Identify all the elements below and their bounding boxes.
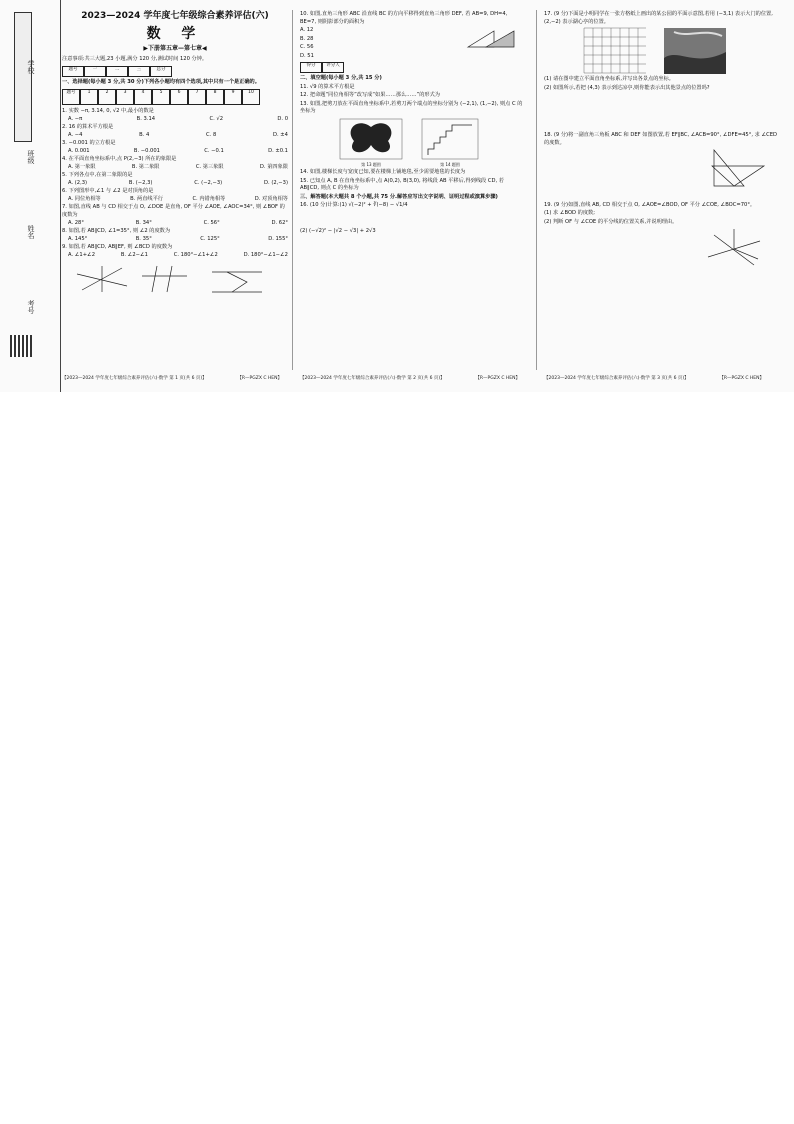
- column-divider: [536, 10, 537, 370]
- stairs-figure: [422, 119, 478, 159]
- exam-sheet: [0, 0, 794, 392]
- question-text: 4. 在平面直角坐标系中,点 P(2,−3) 所在的象限是: [62, 156, 177, 163]
- q10-option-d: D. 51: [300, 52, 314, 59]
- option-choice: A. 28°: [68, 219, 84, 226]
- score-cell: 总分: [150, 66, 172, 77]
- question-options: [62, 220, 288, 228]
- option-choice: A. −π: [68, 115, 83, 122]
- q10-option-a: A. 12: [300, 27, 314, 34]
- option-choice: D. 0: [277, 115, 288, 122]
- option-choice: D. 对顶角相等: [254, 195, 288, 202]
- answer-grid-cell: 6: [170, 89, 188, 105]
- seal-stamp: [14, 12, 32, 142]
- option-choice: A. 0.001: [68, 147, 90, 154]
- question-17: 17. (9 分)下面是小明同学在一张方格纸上画出的某公园的平面示意图,若用 (−3,1) 表示大门的位置,(2,−2) 表示湖心亭的位置。: [544, 11, 773, 25]
- question-item: [62, 140, 288, 155]
- footer-left: 【2023—2024 学年度七年级综合素养评估(六)·数学 第 2 页(共 6 页)】: [300, 376, 445, 381]
- option-choice: D. ±4: [273, 131, 288, 138]
- option-choice: C. 内错角相等: [192, 195, 226, 202]
- question-text: 1. 实数 −π, 3.14, 0, √2 中,最小的数是: [62, 108, 154, 115]
- answer-grid-cell: 题号: [62, 89, 80, 105]
- answer-grid-cell: 2: [98, 89, 116, 105]
- question-item: [62, 124, 288, 139]
- option-choice: C. 125°: [200, 235, 220, 242]
- option-choice: B. 3.14: [136, 115, 156, 122]
- answer-grid-cell: 3: [116, 89, 134, 105]
- question-item: [62, 204, 288, 227]
- qr-code-icon: [10, 335, 32, 357]
- option-choice: B. −0.001: [133, 147, 160, 154]
- page-footer: [300, 376, 520, 383]
- option-choice: D. 第四象限: [259, 163, 288, 170]
- question-19: 19. (9 分)如图,直线 AB, CD 相交于点 O, ∠AOE=∠BOD, OF 平分 ∠COE, ∠BOC=70°。: [544, 201, 756, 208]
- question-text: 8. 如图,若 AB∥CD, ∠1=35°, 则 ∠2 的度数为: [62, 228, 171, 235]
- question-11: 11. √9 的算术平方根是: [300, 83, 355, 90]
- question-options: [62, 116, 288, 124]
- question-options: [62, 236, 288, 244]
- option-choice: D. ±0.1: [268, 147, 288, 154]
- score-cell: 题号: [62, 66, 84, 77]
- score-cell: 三: [128, 66, 150, 77]
- question-text: 7. 如图,直线 AB 与 CD 相交于点 O, ∠DOE 是直角, OF 平分 ∠AOE, ∠AOC=34°, 则 ∠BOF 的度数为: [62, 204, 285, 218]
- question-options: [62, 180, 288, 188]
- page-2: [300, 10, 524, 381]
- question-text: 3. −0.001 的立方根是: [62, 140, 116, 147]
- figure-13: [340, 119, 402, 168]
- option-choice: A. −4: [68, 131, 83, 138]
- question-item: [62, 108, 288, 123]
- score-label: 得分: [300, 62, 322, 73]
- question-14: 14. 如图,楼梯长度与宽度已知,要在楼梯上铺地毯,至少需要地毯的长度为: [300, 169, 466, 176]
- option-choice: B. 第二象限: [131, 163, 160, 170]
- option-choice: B. 34°: [135, 219, 152, 226]
- exam-subject: 数 学: [146, 26, 204, 43]
- option-choice: B. 两直线平行: [130, 195, 163, 202]
- section-score-box: [300, 62, 524, 73]
- grid-map-figure: [584, 28, 646, 74]
- option-choice: A. 145°: [68, 235, 88, 242]
- score-cell: 二: [106, 66, 128, 77]
- footer-right: 【R—PGZX C HEN】: [719, 376, 764, 381]
- option-choice: A. 第一象限: [68, 163, 96, 170]
- figure-14-caption: 第 14 题图: [440, 162, 460, 168]
- answer-grid-cell: 8: [206, 89, 224, 105]
- option-choice: B. ∠2−∠1: [120, 251, 148, 258]
- section-3-heading: 三、解答题(本大题共 8 个小题,共 75 分.解答应写出文字说明、证明过程或演算步骤): [300, 193, 498, 200]
- intersecting-lines-figure: [704, 227, 764, 271]
- section-2-heading: 二、填空题(每小题 3 分,共 15 分): [300, 75, 382, 82]
- question-text: 9. 如图,若 AB∥CD, AB∥EF, 则 ∠BCD 的度数为: [62, 244, 173, 251]
- question-item: [62, 172, 288, 187]
- option-choice: C. √2: [209, 115, 223, 122]
- option-choice: A. (2,3): [68, 179, 88, 186]
- triangle-figure: [464, 27, 524, 49]
- answer-grid-cell: 7: [188, 89, 206, 105]
- option-choice: A. ∠1+∠2: [68, 251, 96, 258]
- exam-title: 2023—2024 学年度七年级综合素养评估(六): [81, 11, 269, 21]
- figure-14: [422, 119, 478, 168]
- question-text: 2. 16 的算术平方根是: [62, 124, 114, 131]
- option-choice: B. 4: [139, 131, 150, 138]
- question-16-part-1: 16. (10 分)计算:(1) √(−2)² + ∛(−8) − √1/4: [300, 202, 408, 209]
- option-choice: D. 155°: [268, 235, 288, 242]
- option-choice: D. (2,−3): [264, 179, 288, 186]
- question-19-part-1: (1) 求 ∠BOD 的度数;: [544, 210, 595, 217]
- column-divider: [292, 10, 293, 370]
- page-footer: [544, 376, 764, 383]
- question-text: 5. 下列各点中,在第二象限的是: [62, 172, 133, 179]
- question-16-part-2: (2) (−√2)² − |√2 − √3| + 2√3: [300, 227, 376, 234]
- figure-13-caption: 第 13 题图: [361, 162, 381, 168]
- question-options: [62, 252, 288, 260]
- figure-17-row: [584, 28, 778, 74]
- answer-grid-cell: 4: [134, 89, 152, 105]
- footer-right: 【R—PGZX C HEN】: [237, 376, 282, 381]
- score-cell: 一: [84, 66, 106, 77]
- question-list: [62, 108, 288, 259]
- question-13: 13. 如图,把剪刀放在平面直角坐标系中,若剪刀两个端点的坐标分别为 (−2,1), (1,−2), 则点 C 的坐标为: [300, 100, 523, 115]
- score-label: 评分人: [322, 62, 344, 73]
- question-17-part-1: (1) 请在图中建立平面直角坐标系,并写出各景点的坐标。: [544, 76, 674, 83]
- answer-grid-cell: 10: [242, 89, 260, 105]
- section-1-heading: 一、选择题(每小题 3 分,共 30 分)下列各小题均有四个选项,其中只有一个是正确的。: [62, 78, 260, 85]
- park-photo-figure: [664, 28, 726, 74]
- option-choice: D. 180°−∠1−∠2: [243, 251, 288, 258]
- question-15: 15. 已知点 A, B 在直角坐标系中,点 A(0,2), B(3,0), 将线段 AB 平移后,得到线段 CD, 若 AB∥CD, 则点 C 的坐标为: [300, 177, 504, 192]
- question-options: [62, 196, 288, 204]
- question-text: 6. 下列图形中,∠1 与 ∠2 是对顶角的是: [62, 188, 154, 195]
- gutter-label-number: 考号: [27, 300, 35, 314]
- question-item: [62, 228, 288, 243]
- q10-option-b: B. 28: [300, 35, 314, 42]
- figure-row: [340, 119, 524, 168]
- option-choice: D. 62°: [271, 219, 288, 226]
- question-options: [62, 132, 288, 140]
- answer-grid-cell: 1: [80, 89, 98, 105]
- q10-option-c: C. 56: [300, 44, 314, 51]
- page-3: [544, 10, 778, 381]
- option-choice: C. 8: [206, 131, 217, 138]
- exam-scope: ▶下册第五章—第七章◀: [143, 45, 207, 53]
- question-12: 12. 把命题“同位角相等”改写成“如果……那么……”的形式为: [300, 92, 440, 99]
- score-table: [62, 66, 288, 77]
- question-19-part-2: (2) 判断 OF 与 ∠COE 的平分线的位置关系,并说明理由。: [544, 218, 678, 225]
- question-item: [62, 188, 288, 203]
- binding-gutter: [0, 0, 61, 392]
- footer-right: 【R—PGZX C HEN】: [475, 376, 520, 381]
- gutter-label-school: 学校: [27, 60, 35, 74]
- question-18: 18. (9 分)将一副直角三角板 ABC 和 DEF 如图放置,若 EF∥BC, ∠ACB=90°, ∠DFE=45°, 求 ∠CED 的度数。: [544, 132, 777, 146]
- page-footer: [62, 376, 282, 383]
- gutter-label-name: 姓名: [27, 225, 35, 239]
- footer-left: 【2023—2024 学年度七年级综合素养评估(六)·数学 第 1 页(共 6 页)】: [62, 376, 207, 381]
- option-choice: A. 同位角相等: [68, 195, 101, 202]
- footer-left: 【2023—2024 学年度七年级综合素养评估(六)·数学 第 3 页(共 6 页)】: [544, 376, 689, 381]
- option-choice: C. 56°: [203, 219, 220, 226]
- option-choice: C. (−2,−3): [194, 179, 223, 186]
- answer-grid-cell: 9: [224, 89, 242, 105]
- option-choice: C. 第三象限: [195, 163, 224, 170]
- page-1: [62, 10, 288, 381]
- gutter-label-class: 班级: [27, 150, 35, 164]
- question-options: [62, 148, 288, 156]
- answer-grid: [62, 89, 288, 105]
- option-choice: B. (−2,3): [128, 179, 153, 186]
- exam-notice: 注意事项:共三大题,23 小题,满分 120 分,测试时间 120 分钟。: [62, 56, 208, 63]
- answer-grid-cell: 5: [152, 89, 170, 105]
- butterfly-figure: [340, 119, 402, 159]
- question-options: [62, 164, 288, 172]
- question-item: [62, 244, 288, 259]
- triangle-set-figure: [704, 148, 774, 188]
- question-item: [62, 156, 288, 171]
- question-10: 10. 如图,直角三角形 ABC 沿直线 BC 的方向平移得到直角三角形 DEF, 若 AB=9, DH=4, BE=7, 则阴影部分的面积为: [300, 11, 508, 25]
- question-17-part-2: (2) 如图所示,若把 (4,3) 表示到达凉亭,则你能表示出其他景点的位置吗?: [544, 84, 710, 91]
- question-figures: [62, 262, 282, 296]
- option-choice: C. −0.1: [204, 147, 224, 154]
- option-choice: C. 180°−∠1+∠2: [173, 251, 218, 258]
- option-choice: B. 35°: [135, 235, 152, 242]
